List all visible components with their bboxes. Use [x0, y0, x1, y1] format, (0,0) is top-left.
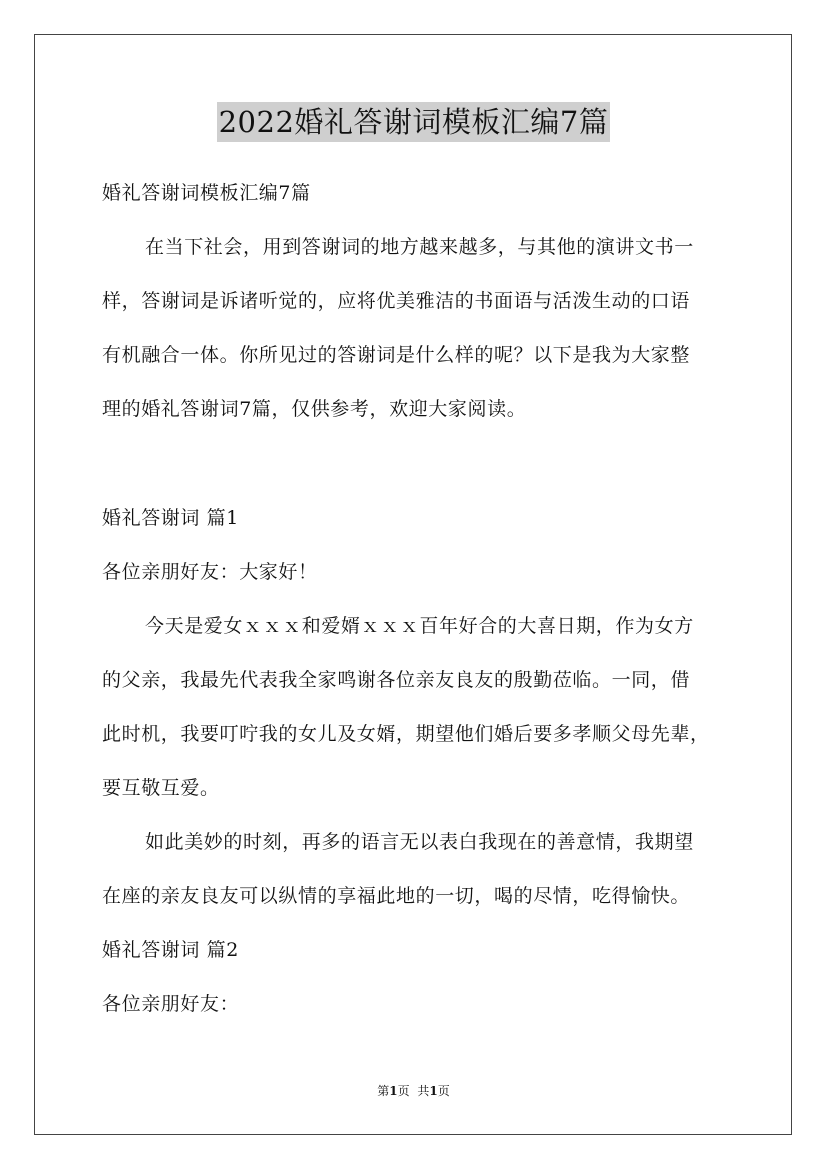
paragraph-line: 在座的亲友良友可以纵情的享福此地的一切，喝的尽情，吃得愉快。 — [102, 885, 691, 907]
footer-page-suffix: 页 — [397, 1084, 410, 1098]
footer-total-suffix: 页 — [437, 1084, 450, 1098]
footer-page-number: 1 — [389, 1084, 398, 1098]
paragraph-line: 在当下社会，用到答谢词的地方越来越多，与其他的演讲文书一 — [145, 236, 694, 258]
paragraph-line: 理的婚礼答谢词7篇，仅供参考，欢迎大家阅读。 — [102, 398, 527, 420]
paragraph-line: 要互敬互爱。 — [102, 777, 220, 799]
paragraph-line: 此时机，我要叮咛我的女儿及女婿，期望他们婚后要多孝顺父母先辈， — [102, 723, 710, 745]
greeting-line: 各位亲朋好友：大家好！ — [102, 561, 318, 583]
section-heading: 婚礼答谢词 篇2 — [102, 939, 239, 961]
subtitle-line: 婚礼答谢词模板汇编7篇 — [102, 182, 311, 204]
title-container — [0, 102, 827, 142]
paragraph-line: 今天是爱女ｘｘｘ和爱婿ｘｘｘ百年好合的大喜日期，作为女方 — [145, 615, 694, 637]
paragraph-line: 样，答谢词是诉诸听觉的，应将优美雅洁的书面语与活泼生动的口语 — [102, 290, 691, 312]
footer-total-prefix: 共 — [417, 1084, 430, 1098]
paragraph-line: 的父亲，我最先代表我全家鸣谢各位亲友良友的殷勤莅临。一同，借 — [102, 669, 691, 691]
footer-total-number: 1 — [429, 1084, 438, 1098]
footer-page-prefix: 第 — [377, 1084, 390, 1098]
paragraph-line: 如此美妙的时刻，再多的语言无以表白我现在的善意情，我期望 — [145, 831, 694, 853]
greeting-line: 各位亲朋好友： — [102, 993, 240, 1015]
paragraph-line: 有机融合一体。你所见过的答谢词是什么样的呢？以下是我为大家整 — [102, 344, 691, 366]
document-title: 2022婚礼答谢词模板汇编7篇 — [217, 102, 611, 142]
section-heading: 婚礼答谢词 篇1 — [102, 507, 239, 529]
page-footer — [0, 1083, 827, 1099]
